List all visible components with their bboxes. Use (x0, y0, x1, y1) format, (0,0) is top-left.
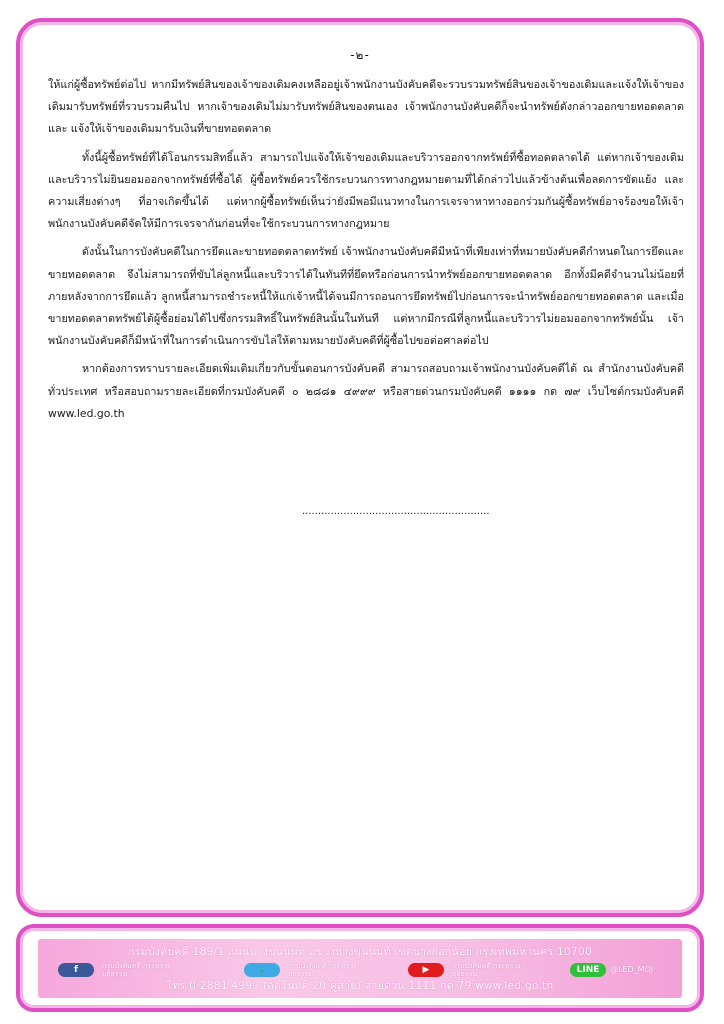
document-body (48, 74, 684, 431)
paragraph-4: หากต้องการทราบรายละเอียดเพิ่มเติมเกี่ยวกับขั้นตอนการบังคับคดี สามารถสอบถามเจ้าพนักงานบังคับคดีได้ ณ สำนักงานบังคับคดีทั่วประเทศ หรือสอบถามรายละเอียดที่กรมบังคับคดี ๐ ๒๘๘๑ ๔๙๙๙ หรือสายด่วนกรมบังคับคดี ๑๑๑๑ กด ๗๙ เว็บไซต์กรมบังคับคดี www.led.go.th (48, 362, 684, 420)
line-label: @LED_MOJ (610, 965, 654, 974)
footer-address: กรมบังคับคดี 189/1 ถนนบางขุนนนท์ แขวงบางขุนนนท์ เขตบางกอกน้อย กรุงเทพมหานคร 10700 (128, 946, 592, 958)
facebook-label: กรมบังคับคดี กระทรวงยุติธรรม (102, 962, 171, 978)
twitter-icon: 🐦 (244, 963, 280, 977)
footer-banner (38, 939, 682, 998)
end-of-text-rule: ........................................................... (302, 506, 490, 517)
youtube-icon: ▶ (408, 963, 444, 977)
paragraph-1: ให้แก่ผู้ซื้อทรัพย์ต่อไป หากมีทรัพย์สินของเจ้าของเดิมคงเหลืออยู่เจ้าพนักงานบังคับคดีจะรวบรวมทรัพย์สินของเจ้าของเดิมและแจ้งให้เจ้าของเดิมมารับทรัพย์ที่รวบรวมคืนไป หากเจ้าของเดิมไม่มารับทรัพย์สินของตนเอง เจ้าพนักงานบังคับคดีก็จะนำทรัพย์ดังกล่าวออกขายทอดตลาดและ แจ้งให้เจ้าของเดิมมารับเงินที่ขายทอดตลาด (48, 78, 684, 136)
page-number: -๒- (350, 48, 370, 62)
youtube-label: กรมบังคับคดี กระทรวงยุติธรรม (452, 962, 521, 978)
paragraph-3: ดังนั้นในการบังคับคดีในการยึดและขายทอดตลาดทรัพย์ เจ้าพนักงานบังคับคดีมีหน้าที่เพียงเท่าที่หมายบังคับคดีกำหนดในการยึดและขายทอดตลาด จึงไม่สามารถที่ขับไล่ลูกหนี้และบริวารได้ในทันทีที่ยึดหรือก่อนการนำทรัพย์ออกขายทอดตลาด อีกทั้งมีคดีจำนวนไม่น้อยที่ภายหลังจากการยึดแล้ว ลูกหนี้สามารถชำระหนี้ให้แก่เจ้าหนี้ได้จนมีการถอนการยึดทรัพย์ไปก่อนการจะนำทรัพย์ออกขายทอดตลาด และเมื่อขายทอดตลาดทรัพย์ได้ผู้ซื้อย่อมได้ไปซึ่งกรรมสิทธิ์ในทรัพย์สินนั้นในทันที แต่หากมีกรณีที่ลูกหนี้และบริวารไม่ยอมออกจากทรัพย์นั้น เจ้าพนักงานบังคับคดีก็มีหน้าที่ในการดำเนินการขับไล่ให้ตามหมายบังคับคดีที่ผู้ซื้อไปขอต่อศาลต่อไป (48, 245, 684, 348)
twitter-label: กรมบังคับคดี กระทรวงยุติธรรม (288, 962, 357, 978)
line-icon: LINE (570, 963, 606, 977)
footer-phone: โทร 0 2881 4999 (อัตโนมัติ 20 คู่สาย) สายด่วน 1111 กด 79 www.led.go.th (166, 980, 554, 992)
paragraph-2: ทั้งนี้ผู้ซื้อทรัพย์ที่ได้โอนกรรมสิทธิ์แล้ว สามารถไปแจ้งให้เจ้าของเดิมและบริวารออกจากทรัพย์ที่ซื้อทอดตลาดได้ แต่หากเจ้าของเดิมและบริวารไม่ยินยอมออกจากทรัพย์ที่ซื้อได้ ผู้ซื้อทรัพย์ควรใช้กระบวนการทางกฎหมายตามที่ได้กล่าวไปแล้วข้างต้นเพื่อลดการขัดแย้ง และความเสี่ยงต่างๆ ที่อาจเกิดขึ้นได้ แต่หากผู้ซื้อทรัพย์เห็นว่ายังมีพอมีแนวทางในการเจรจาหาทางออกร่วมกันผู้ซื้อทรัพย์อาจร้องขอให้เจ้าพนักงานบังคับคดีจัดให้มีการเจรจากันก่อนที่จะใช้กระบวนการทางกฎหมาย (48, 150, 684, 231)
footer-frame (16, 924, 704, 1012)
facebook-icon: f (58, 963, 94, 977)
